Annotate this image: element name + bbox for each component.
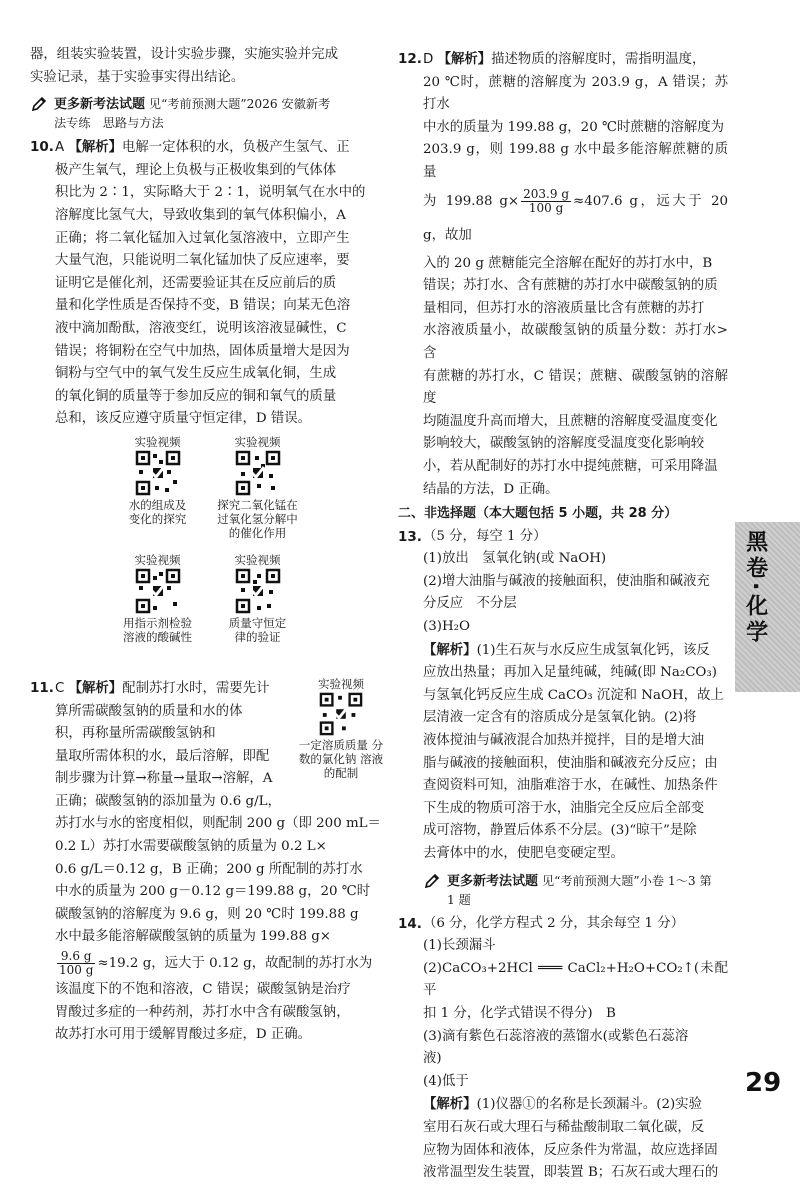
question-11 — [30, 677, 385, 814]
q14-body — [398, 935, 728, 1185]
video-caption: 分数的氯化钠 — [298, 737, 384, 766]
question-number: 12. — [398, 51, 422, 67]
q12-line: 20 ℃时，蔗糖的溶解度为 203.9 g，A 错误；苏打水 — [423, 74, 728, 113]
q10-line: 错误；将铜粉在空气中加热，固体质量增大是因为 — [55, 343, 350, 359]
pencil-icon — [30, 95, 48, 113]
q11-line: 算所需碳酸氢钠的质量和水的体 — [55, 703, 243, 719]
q14-answer: (2)CaCO₃+2HCl ═══ CaCl₂+H₂O+CO₂↑(未配平 — [423, 960, 728, 999]
q11-line: 中水的质量为 200 g－0.12 g＝199.88 g，20 ℃时 — [55, 884, 371, 900]
q12-line: 小，若从配制好的苏打水中提纯蔗糖，可采用降温 — [423, 458, 718, 474]
q13-head: （5 分，每空 1 分） — [423, 528, 547, 544]
qr-code-icon[interactable] — [235, 450, 281, 496]
intro-line-1: 器，组装实验装置，设计实验步骤，实施实验并完成 — [30, 47, 338, 62]
q13-body — [398, 548, 728, 865]
q12-body — [398, 72, 728, 502]
more-line-1: 见“考前预测大题”2026 安徽新考 — [148, 97, 331, 112]
q14-head: （6 分，化学方程式 2 分，其余每空 1 分） — [423, 915, 685, 931]
analysis-label: 【解析】 — [68, 139, 122, 156]
section-heading: 二、非选择题（本大题包括 5 小题，共 28 分） — [398, 506, 678, 522]
q13-exp: 成可溶物，静置后体系不分层。(3)“晾干”是除 — [423, 823, 697, 839]
question-number: 11. — [30, 679, 54, 696]
q13-answer: (2)增大油脂与碱液的接触面积，使油脂和碱液充 — [423, 573, 710, 589]
question-number: 10. — [30, 139, 54, 156]
video-qr-item[interactable] — [208, 435, 308, 553]
q12-line: 中水的质量为 199.88 g，20 ℃时蔗糖的溶解度为 — [423, 119, 725, 135]
q12-line: 均随温度升高而增大，且蔗糖的溶解度受温度变化 — [423, 413, 718, 429]
left-column — [30, 0, 385, 1047]
q13-answer: (1)放出 氢氧化钠(或 NaOH) — [423, 551, 607, 567]
video-caption: 水的组成及 — [128, 497, 187, 512]
q11-line: 碳酸氢钠的溶解度为 9.6 g，则 20 ℃时 199.88 g — [55, 906, 359, 922]
q12-line: 有蔗糖的苏打水，C 错误；蔗糖、碳酸氢钠的溶解度 — [423, 368, 728, 407]
answer-letter: D — [423, 52, 434, 67]
q14-answer: (1)长颈漏斗 — [423, 938, 496, 954]
q10-line: 积比为 2∶1，实际略大于 2∶1，说明氧气在水中的 — [55, 185, 366, 201]
q11-line: 0.6 g/L＝0.12 g，B 正确；200 g 所配制的苏打水 — [55, 861, 363, 877]
video-caption: 质量守恒定 — [228, 615, 287, 630]
qr-code-icon[interactable] — [135, 450, 181, 496]
video-qr-grid — [30, 435, 385, 671]
q11-line: 苏打水与水的密度相似，则配制 200 g（即 200 mL＝ — [55, 816, 381, 832]
qr-code-icon[interactable] — [235, 568, 281, 614]
more-line-1: 见“考前预测大题”小卷 1～3 第 — [541, 873, 712, 888]
q10-line: 电解一定体积的水，负极产生氢气、正 — [122, 140, 350, 156]
video-caption: 溶液的酸碱性 — [123, 629, 192, 644]
qr-code-icon[interactable] — [135, 568, 181, 614]
video-caption: 的催化作用 — [228, 525, 287, 540]
intro-line-2: 实验记录，基于实验事实得出结论。 — [30, 69, 245, 85]
q11-line: 制步骤为计算→称量→量取→溶解，A — [55, 771, 273, 787]
q14-exp: 液常温型发生装置，即装置 B；石灰石或大理石的 — [423, 1165, 719, 1181]
q13-answer: 分反应 不分层 — [423, 596, 517, 612]
more-line-2: 1 题 — [447, 892, 471, 907]
q10-line: 量和化学性质是否保持不变，B 错误；向某无色溶 — [55, 298, 351, 314]
q10-line: 总和，该反应遵守质量守恒定律，D 错误。 — [55, 411, 312, 427]
video-caption: 律的验证 — [234, 629, 281, 644]
q11-line: 配制苏打水时，需要先计 — [122, 680, 270, 696]
video-label: 实验视频 — [318, 676, 364, 691]
q13-answer: (3)H₂O — [423, 619, 470, 635]
video-label: 实验视频 — [234, 552, 281, 567]
q12-line: 水溶液质量小，故碳酸氢钠的质量分数：苏打水>含 — [423, 323, 728, 361]
q11-line: 胃酸过多症的一种药剂，苏打水中含有碳酸氢钠， — [55, 1004, 350, 1020]
more-title-1: 更多新考法试题 — [54, 97, 146, 113]
pencil-icon — [423, 872, 441, 890]
q10-line: 证明它是催化剂，还需要验证其在反应前后的质 — [55, 275, 337, 291]
q14-exp: 室用石灰石或大理石与稀盐酸制取二氧化碳，反 — [423, 1119, 705, 1135]
q13-exp: 与氢氧化钙反应生成 CaCO₃ 沉淀和 NaOH，故上 — [423, 687, 724, 703]
answer-letter: C — [55, 680, 65, 696]
more-title-2: 更多新考法试题 — [447, 873, 539, 889]
q12-line: 量相同，但苏打水的溶液质量比含有蔗糖的苏打 — [423, 300, 705, 316]
q13-exp: 应放出热量；再加入足量纯碱，纯碱(即 Na₂CO₃) — [423, 665, 718, 681]
q11-line: 积，再称量所需碳酸氢钠和 — [55, 726, 216, 742]
q14-answer: 扣 1 分，化学式错误不得分) B — [423, 1005, 616, 1021]
q13-exp: 脂与碱液的接触面积，使油脂和碱液充分反应；由 — [423, 755, 718, 771]
q10-line: 大量气泡，只能说明二氧化锰加快了反应速率，要 — [55, 253, 350, 269]
answer-letter: A — [55, 140, 65, 156]
q12-line: 入的 20 g 蔗糖能完全溶解在配好的苏打水中，B — [423, 255, 713, 271]
q12-fraction-line — [423, 185, 728, 253]
q12-pre-frac: 为 199.88 g× — [423, 193, 520, 209]
q11-line: 正确；碳酸氢钠的添加量为 0.6 g/L， — [55, 793, 281, 809]
q11-line: 故苏打水可用于缓解胃酸过多症，D 正确。 — [55, 1027, 312, 1043]
q10-line: 极产生氧气，理论上负极与正极收集到的气体体 — [55, 162, 337, 178]
q14-exp: 应物为固体和液体，反应条件为常温，故应选择固 — [423, 1142, 718, 1158]
fraction: $\frac{203.9 g}{100 g}$ — [523, 186, 570, 215]
q14-exp: (1)仪器①的名称是长颈漏斗。(2)实验 — [476, 1097, 702, 1113]
q11-after-frac: ≈19.2 g，远大于 0.12 g，故配制的苏打水为 — [97, 956, 373, 972]
q10-line: 液中滴加酚酞，溶液变红，说明该溶液显碱性，C — [55, 320, 347, 336]
analysis-label: 【解析】 — [423, 1096, 477, 1113]
subject-tab-label: 黑卷·化学 — [742, 530, 768, 647]
q14-answer: (3)滴有紫色石蕊溶液的蒸馏水(或紫色石蕊溶 — [423, 1028, 689, 1044]
right-column — [398, 0, 728, 1185]
video-caption: 过氧化氢分解中 — [217, 511, 298, 526]
q14-answer: 液) — [423, 1051, 442, 1067]
question-number: 13. — [398, 528, 422, 545]
q10-line: 的氧化铜的质量等于参加反应的铜和氧气的质量 — [55, 388, 337, 404]
q11-line: 量取所需体积的水，最后溶解，即配 — [55, 748, 270, 764]
q12-line: 影响较大，碳酸氢钠的溶解度受温度变化影响较 — [423, 436, 705, 452]
question-12 — [398, 48, 728, 72]
more-questions-note-1 — [30, 95, 385, 132]
more-questions-note-2 — [398, 872, 728, 909]
analysis-label: 【解析】 — [423, 641, 477, 658]
video-caption: 变化的探究 — [128, 511, 187, 526]
video-qr-item[interactable] — [108, 553, 208, 671]
q13-exp: 下生成的物质可溶于水，油脂完全反应后全部变 — [423, 800, 705, 816]
q13-exp: 液体搅油与碱液混合加热并搅拌，目的是增大油 — [423, 733, 705, 749]
q11-line: 该温度下的不饱和溶液，C 错误；碳酸氢钠是治疗 — [55, 982, 351, 998]
fraction: $\frac{9.6 g}{100 g}$ — [59, 949, 94, 978]
question-10 — [30, 136, 385, 160]
page-number: 29 — [745, 1068, 782, 1098]
q12-line: 结晶的方法，D 正确。 — [423, 481, 559, 497]
q13-exp: 查阅资料可知，油脂难溶于水，在碱性、加热条件 — [423, 778, 718, 794]
q11-fraction-line — [55, 949, 385, 979]
q11-line: 水中最多能溶解碳酸氢钠的质量为 199.88 g× — [55, 929, 332, 945]
video-caption: 一定溶质质量 — [298, 737, 368, 752]
q11-body — [30, 813, 385, 1046]
q12-after-frac: ≈407.6 g，远大于 20 g，故加 — [423, 193, 728, 243]
video-caption: 探究二氧化锰在 — [217, 497, 298, 512]
video-label: 实验视频 — [134, 434, 181, 449]
more-line-2: 法专练 思路与方法 — [54, 116, 164, 131]
q12-line: 错误；苏打水、含有蔗糖的苏打水中碳酸氢钠的质 — [423, 278, 718, 294]
video-label: 实验视频 — [234, 434, 281, 449]
video-caption: 溶液的配制 — [323, 751, 384, 780]
q13-exp: (1)生石灰与水反应生成氢氧化钙，该反 — [476, 642, 710, 658]
q10-line: 铜粉与空气中的氧气发生反应生成氧化铜，生成 — [55, 366, 337, 382]
q12-line: 203.9 g，则 199.88 g 水中最多能溶解蔗糖的质量 — [423, 142, 728, 180]
q10-body — [30, 160, 385, 431]
question-14 — [398, 913, 728, 936]
question-13 — [398, 526, 728, 549]
q11-head — [30, 677, 385, 701]
video-qr-item[interactable] — [108, 435, 208, 553]
video-label: 实验视频 — [134, 552, 181, 567]
q13-exp: 去膏体中的水，使肥皂变硬定型。 — [423, 846, 624, 861]
q11-line: 0.2 L）苏打水需要碳酸氢钠的质量为 0.2 L× — [55, 839, 327, 855]
question-number: 14. — [398, 915, 422, 932]
subject-side-tab — [735, 522, 800, 692]
video-qr-item[interactable] — [208, 553, 308, 671]
analysis-label: 【解析】 — [437, 51, 492, 67]
q10-line: 正确；将二氧化锰加入过氧化氢溶液中，立即产生 — [55, 230, 350, 246]
q12-line: 描述物质的溶解度时，需指明温度， — [491, 52, 706, 67]
video-caption: 用指示剂检验 — [123, 615, 192, 630]
q13-exp: 层清液一定含有的溶质成分是氢氧化钠。(2)将 — [423, 710, 697, 726]
q10-line: 溶解度比氢气大，导致收集到的氧气体积偏小，A — [55, 207, 346, 223]
q14-answer: (4)低于 — [423, 1073, 469, 1089]
analysis-label: 【解析】 — [68, 679, 123, 696]
